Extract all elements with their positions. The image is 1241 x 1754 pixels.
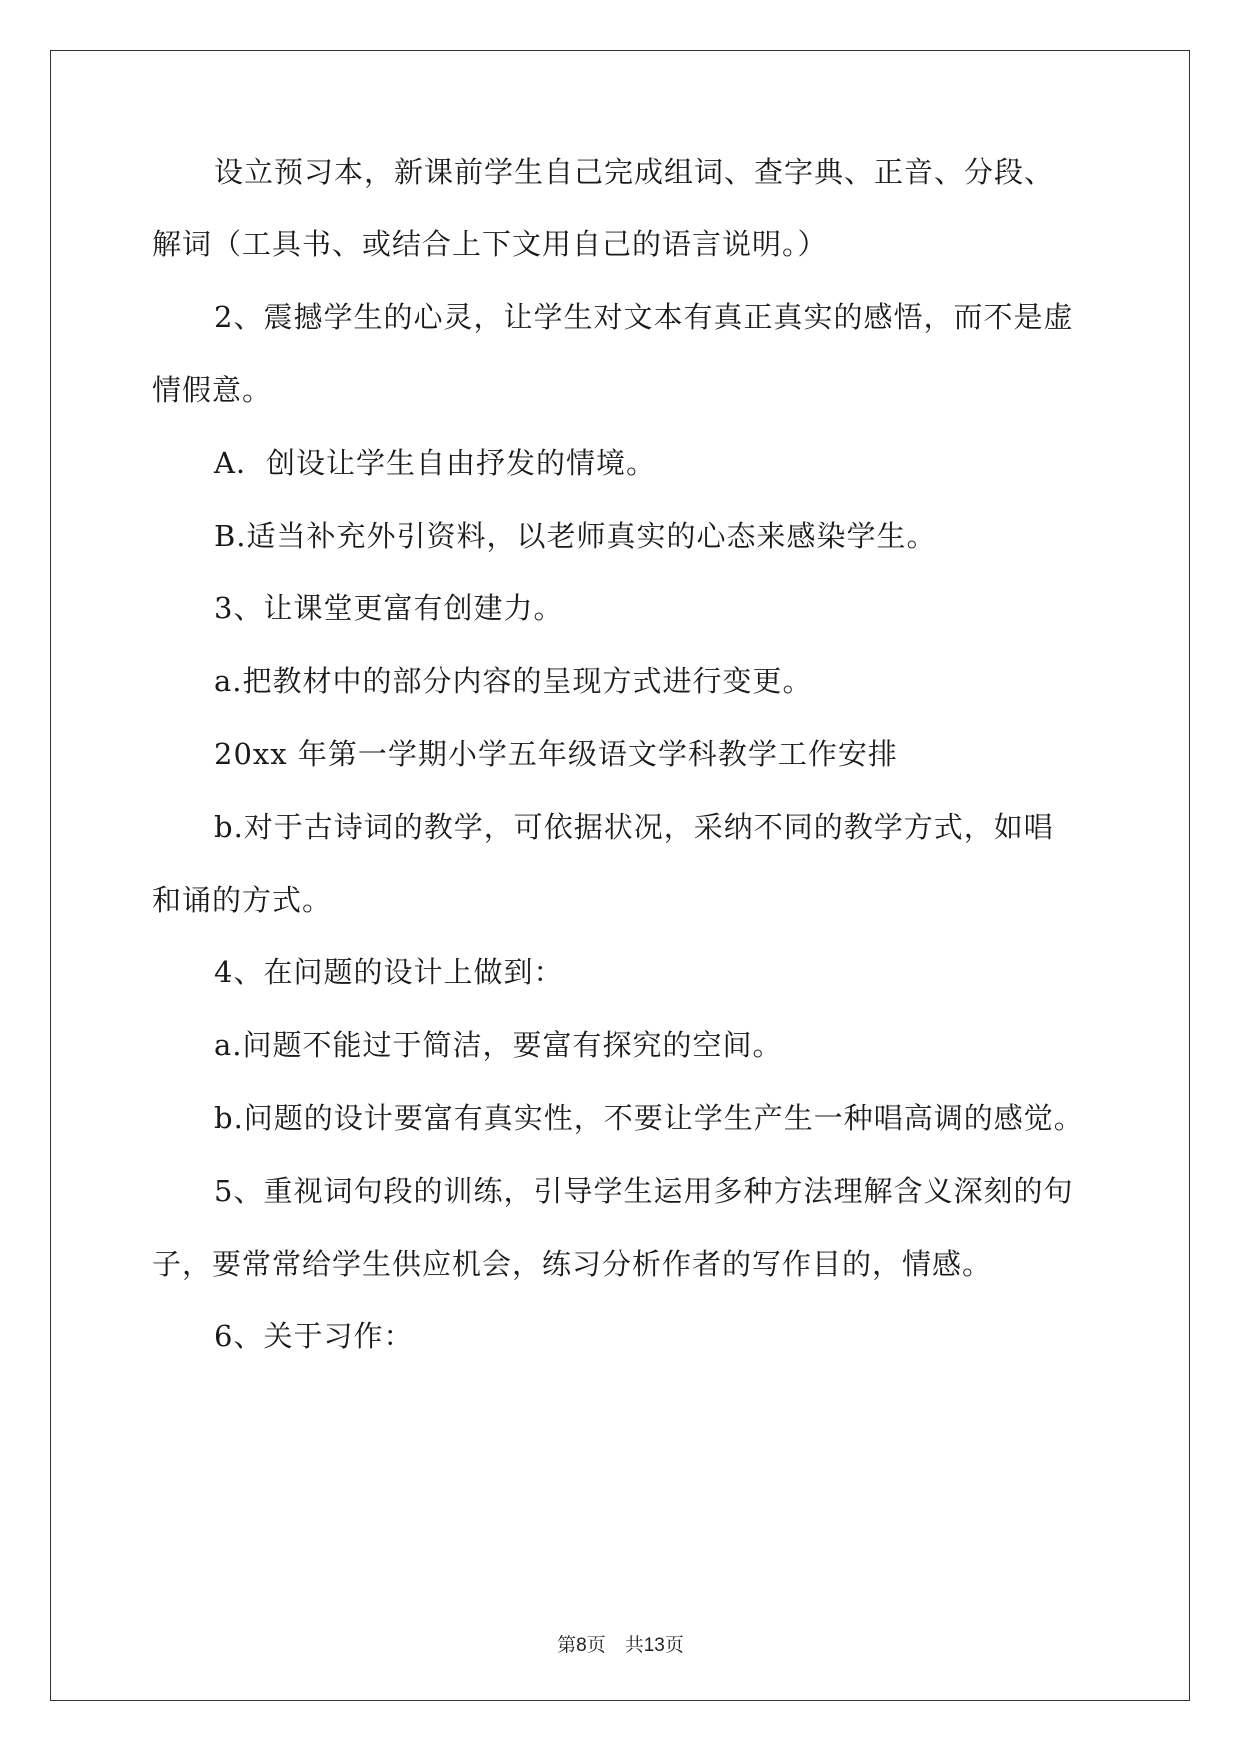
paragraph-line: a.把教材中的部分内容的呈现方式进行变更。 — [214, 664, 813, 698]
footer-prefix: 第 — [557, 1634, 577, 1656]
paragraph-line: 4、在问题的设计上做到： — [214, 955, 564, 989]
paragraph-line: 6、关于习作： — [214, 1319, 414, 1353]
page-footer — [0, 1630, 1241, 1657]
footer-total-pages: 13 — [643, 1635, 665, 1656]
paragraph-line: 解词（工具书、或结合上下文用自己的语言说明。） — [152, 227, 828, 261]
paragraph-line: B.适当补充外引资料，以老师真实的心态来感染学生。 — [214, 519, 937, 553]
paragraph-line: 设立预习本，新课前学生自己完成组词、查字典、正音、分段、 — [214, 155, 1055, 189]
paragraph-line: A．创设让学生自由抒发的情境。 — [214, 446, 656, 480]
paragraph-line: b.对于古诗词的教学，可依据状况，采纳不同的教学方式，如唱 — [214, 810, 1054, 844]
paragraph-line: a.问题不能过于简洁，要富有探究的空间。 — [214, 1028, 783, 1062]
footer-suffix: 页 — [664, 1634, 684, 1656]
paragraph-line: 和诵的方式。 — [152, 883, 333, 917]
footer-middle: 页 共 — [586, 1634, 644, 1656]
paragraph-line: 20xx 年第一学期小学五年级语文学科教学工作安排 — [214, 737, 898, 771]
paragraph-line: 子，要常常给学生供应机会，练习分析作者的写作目的，情感。 — [152, 1247, 993, 1281]
paragraph-line: b.问题的设计要富有真实性，不要让学生产生一种唱高调的感觉。 — [214, 1101, 1084, 1135]
paragraph-line: 3、让课堂更富有创建力。 — [214, 591, 564, 625]
paragraph-line: 5、重视词句段的训练，引导学生运用多种方法理解含义深刻的句 — [214, 1174, 1074, 1208]
page-border — [50, 50, 1190, 1701]
paragraph-line: 2、震撼学生的心灵，让学生对文本有真正真实的感悟，而不是虚 — [214, 300, 1074, 334]
footer-page-number: 8 — [576, 1635, 587, 1656]
paragraph-line: 情假意。 — [152, 373, 273, 407]
